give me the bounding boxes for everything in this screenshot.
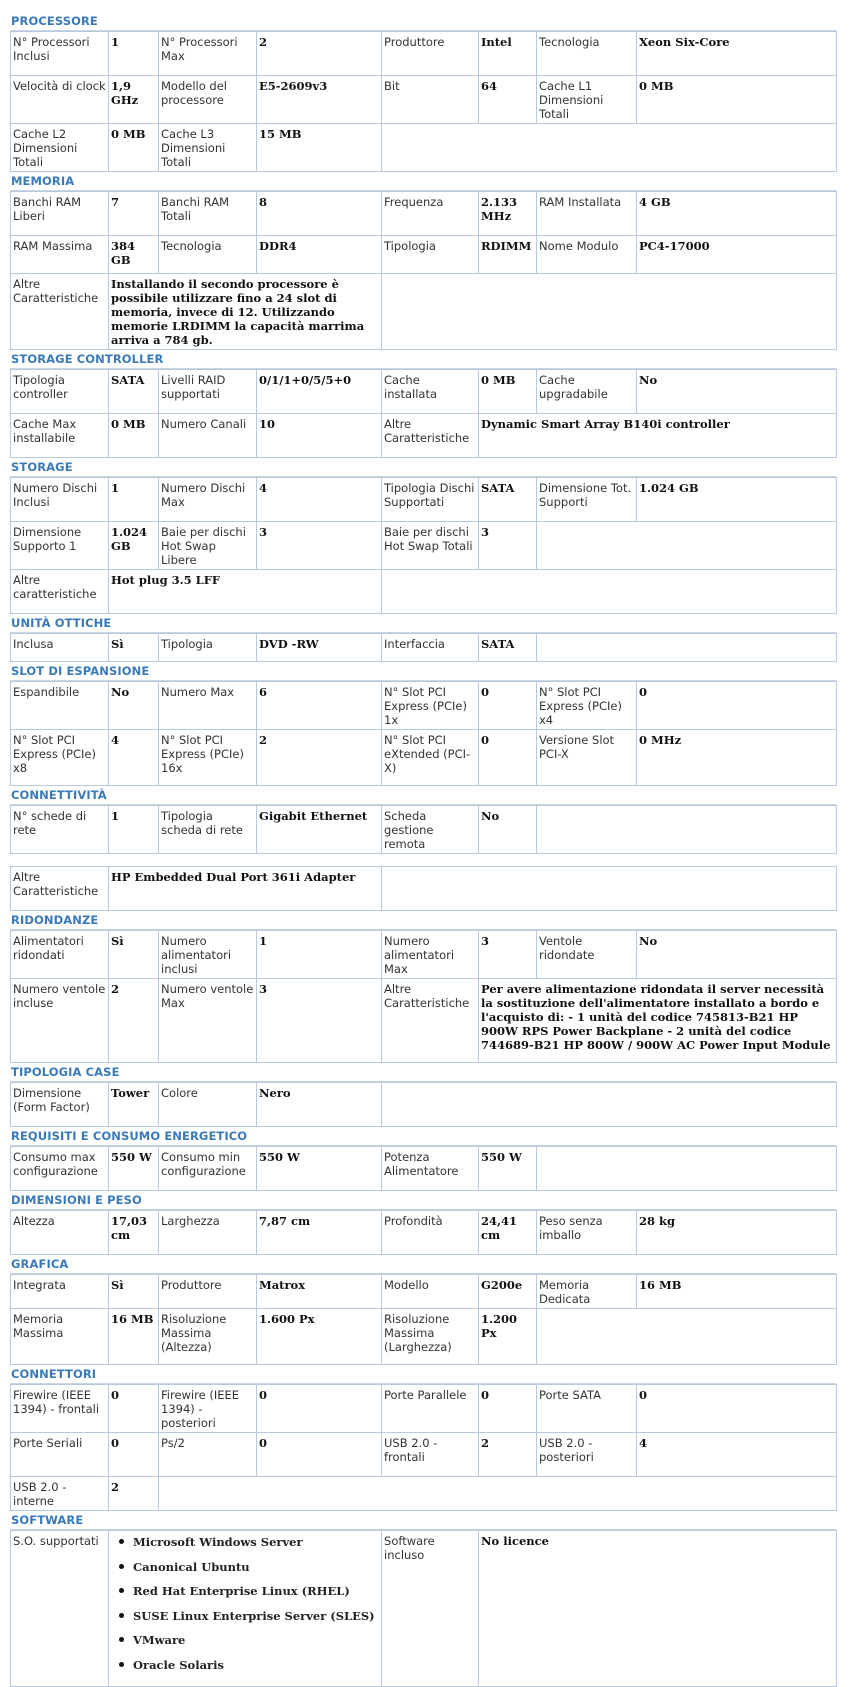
list-item: Microsoft Windows Server bbox=[133, 1534, 379, 1559]
spec-label: N° Slot PCI Express (PCIe) x4 bbox=[537, 682, 637, 730]
bullet-icon bbox=[119, 1662, 124, 1667]
spec-label: S.O. supportati bbox=[11, 1531, 109, 1687]
table-connettori bbox=[10, 1384, 837, 1511]
spec-label: RAM Installata bbox=[537, 192, 637, 236]
table-software bbox=[10, 1530, 837, 1687]
bullet-icon bbox=[119, 1637, 124, 1642]
spec-value: 10 bbox=[257, 414, 382, 458]
spec-label: Inclusa bbox=[11, 634, 109, 662]
spec-value: DDR4 bbox=[257, 236, 382, 274]
spec-label: Numero ventole Max bbox=[159, 979, 257, 1063]
spec-label: USB 2.0 - frontali bbox=[382, 1433, 479, 1477]
spec-value: 1 bbox=[109, 32, 159, 76]
spec-label: Cache Max installabile bbox=[11, 414, 109, 458]
spec-value: 24,41 cm bbox=[479, 1211, 537, 1255]
spec-label: Banchi RAM Totali bbox=[159, 192, 257, 236]
spec-value: SATA bbox=[479, 634, 537, 662]
table-row bbox=[11, 522, 837, 570]
table-row bbox=[11, 931, 837, 979]
spec-value: 1 bbox=[109, 806, 159, 854]
spec-label: N° Slot PCI Express (PCIe) 1x bbox=[382, 682, 479, 730]
table-row bbox=[11, 867, 837, 911]
spec-value: 2 bbox=[109, 979, 159, 1063]
empty-cell bbox=[382, 1083, 837, 1127]
spec-label: Tecnologia bbox=[159, 236, 257, 274]
spec-value: Sì bbox=[109, 634, 159, 662]
spec-value: 0 MB bbox=[637, 76, 837, 124]
spec-label: Consumo max configurazione bbox=[11, 1147, 109, 1191]
spec-label: Tecnologia bbox=[537, 32, 637, 76]
spec-value: 0 MB bbox=[109, 414, 159, 458]
list-item: Oracle Solaris bbox=[133, 1657, 379, 1682]
spec-label: Interfaccia bbox=[382, 634, 479, 662]
spec-label: Colore bbox=[159, 1083, 257, 1127]
section-title-software: SOFTWARE bbox=[10, 1511, 836, 1530]
spec-label: Dimensione Supporto 1 bbox=[11, 522, 109, 570]
section-title-storage: STORAGE bbox=[10, 458, 836, 477]
spec-value: 1.200 Px bbox=[479, 1309, 537, 1365]
spec-label: Numero Dischi Max bbox=[159, 478, 257, 522]
section-title-ridondanze: RIDONDANZE bbox=[10, 911, 836, 930]
spec-value: 0 MHz bbox=[637, 730, 837, 786]
spec-value: 3 bbox=[257, 522, 382, 570]
list-item: Red Hat Enterprise Linux (RHEL) bbox=[133, 1583, 379, 1608]
spec-value: No bbox=[637, 370, 837, 414]
empty-cell bbox=[382, 124, 837, 172]
spec-value: Tower bbox=[109, 1083, 159, 1127]
table-processore bbox=[10, 31, 837, 172]
spec-value: 0 bbox=[479, 682, 537, 730]
table-connettivita-altre bbox=[10, 866, 837, 911]
spec-value: 4 bbox=[109, 730, 159, 786]
spec-value: 3 bbox=[479, 522, 537, 570]
spec-label: Alimentatori ridondati bbox=[11, 931, 109, 979]
spec-value: Dynamic Smart Array B140i controller bbox=[479, 414, 837, 458]
spec-value: Hot plug 3.5 LFF bbox=[109, 570, 382, 614]
table-slot-espansione bbox=[10, 681, 837, 786]
table-row bbox=[11, 192, 837, 236]
table-row bbox=[11, 634, 837, 662]
spec-label: Tipologia bbox=[159, 634, 257, 662]
spec-label: Bit bbox=[382, 76, 479, 124]
spec-value: 0 bbox=[637, 1385, 837, 1433]
spec-value: Per avere alimentazione ridondata il server necessità la sostituzione dell'alimentatore installato a bordo e l'acquisto di: - 1 unità del codice 745813-B21 HP 900W RPS Power Backplane - 2 unità del codice 744689-B21 HP 800W / 900W AC Power Input Module bbox=[479, 979, 837, 1063]
empty-cell bbox=[537, 1309, 837, 1365]
spec-label: Livelli RAID supportati bbox=[159, 370, 257, 414]
spec-value: 0 bbox=[479, 730, 537, 786]
table-memoria bbox=[10, 191, 837, 350]
table-storage bbox=[10, 477, 837, 614]
spec-value: 2.133 MHz bbox=[479, 192, 537, 236]
spec-label: Modello del processore bbox=[159, 76, 257, 124]
spec-label: Versione Slot PCI-X bbox=[537, 730, 637, 786]
os-list bbox=[111, 1534, 379, 1681]
spec-label: N° Processori Inclusi bbox=[11, 32, 109, 76]
spec-value: DVD -RW bbox=[257, 634, 382, 662]
spec-label: Peso senza imballo bbox=[537, 1211, 637, 1255]
section-title-storage-controller: STORAGE CONTROLLER bbox=[10, 350, 836, 369]
spec-value: 0 bbox=[109, 1433, 159, 1477]
table-row bbox=[11, 370, 837, 414]
table-row bbox=[11, 32, 837, 76]
table-row bbox=[11, 1083, 837, 1127]
spec-value: 1.600 Px bbox=[257, 1309, 382, 1365]
spec-label: Tipologia controller bbox=[11, 370, 109, 414]
spec-value: 15 MB bbox=[257, 124, 382, 172]
bullet-icon bbox=[119, 1588, 124, 1593]
spec-label: Altezza bbox=[11, 1211, 109, 1255]
spec-label: USB 2.0 - posteriori bbox=[537, 1433, 637, 1477]
spec-label: N° schede di rete bbox=[11, 806, 109, 854]
section-title-processore: PROCESSORE bbox=[10, 12, 836, 31]
spec-value: 0 MB bbox=[109, 124, 159, 172]
spec-value: Installando il secondo processore è possibile utilizzare fino a 24 slot di memoria, invece di 12. Utilizzando memorie LRDIMM la capacità marrima arriva a 784 gb. bbox=[109, 274, 382, 350]
spec-label: Altre Caratteristiche bbox=[382, 979, 479, 1063]
spec-label: Memoria Dedicata bbox=[537, 1275, 637, 1309]
spec-value: 0 bbox=[109, 1385, 159, 1433]
spec-label: Larghezza bbox=[159, 1211, 257, 1255]
spec-label: Consumo min configurazione bbox=[159, 1147, 257, 1191]
table-unita-ottiche bbox=[10, 633, 837, 662]
spec-value: PC4-17000 bbox=[637, 236, 837, 274]
spec-value: No bbox=[637, 931, 837, 979]
spec-value: SATA bbox=[109, 370, 159, 414]
spec-label: Firewire (IEEE 1394) - posteriori bbox=[159, 1385, 257, 1433]
table-row bbox=[11, 1531, 837, 1687]
spec-label: Banchi RAM Liberi bbox=[11, 192, 109, 236]
spec-label: Numero alimentatori inclusi bbox=[159, 931, 257, 979]
spec-label: Dimensione Tot. Supporti bbox=[537, 478, 637, 522]
spec-label: Cache L1 Dimensioni Totali bbox=[537, 76, 637, 124]
spec-label: Tipologia bbox=[382, 236, 479, 274]
spec-label: Altre caratteristiche bbox=[11, 570, 109, 614]
spec-value: 64 bbox=[479, 76, 537, 124]
table-row bbox=[11, 806, 837, 854]
spec-label: Altre Caratteristiche bbox=[382, 414, 479, 458]
empty-cell bbox=[537, 1147, 837, 1191]
spec-value: 2 bbox=[109, 1477, 159, 1511]
spec-label: Potenza Alimentatore bbox=[382, 1147, 479, 1191]
spec-label: USB 2.0 - interne bbox=[11, 1477, 109, 1511]
spec-value: 4 GB bbox=[637, 192, 837, 236]
table-row bbox=[11, 1211, 837, 1255]
spec-value: Gigabit Ethernet bbox=[257, 806, 382, 854]
section-title-connettivita: CONNETTIVITÀ bbox=[10, 786, 836, 805]
spec-value: Nero bbox=[257, 1083, 382, 1127]
spec-value: Sì bbox=[109, 1275, 159, 1309]
spec-value: 0 bbox=[637, 682, 837, 730]
table-requisiti bbox=[10, 1146, 837, 1191]
table-row bbox=[11, 236, 837, 274]
section-title-tipologia-case: TIPOLOGIA CASE bbox=[10, 1063, 836, 1082]
spec-value: 550 W bbox=[479, 1147, 537, 1191]
table-dimensioni bbox=[10, 1210, 837, 1255]
spec-label: Cache L2 Dimensioni Totali bbox=[11, 124, 109, 172]
spec-label: Modello bbox=[382, 1275, 479, 1309]
spec-value: 17,03 cm bbox=[109, 1211, 159, 1255]
table-grafica bbox=[10, 1274, 837, 1365]
table-row bbox=[11, 274, 837, 350]
spec-value: 2 bbox=[257, 32, 382, 76]
spec-value: RDIMM bbox=[479, 236, 537, 274]
empty-cell bbox=[537, 522, 837, 570]
spec-value: 0 MB bbox=[479, 370, 537, 414]
empty-cell bbox=[382, 274, 837, 350]
spec-value: 1,9 GHz bbox=[109, 76, 159, 124]
table-row bbox=[11, 76, 837, 124]
table-row bbox=[11, 1275, 837, 1309]
spec-label: Numero Max bbox=[159, 682, 257, 730]
spec-value: No bbox=[479, 806, 537, 854]
table-row bbox=[11, 979, 837, 1063]
spec-label: Altre Caratteristiche bbox=[11, 867, 109, 911]
spec-value: 16 MB bbox=[637, 1275, 837, 1309]
spec-value: E5-2609v3 bbox=[257, 76, 382, 124]
spec-label: Integrata bbox=[11, 1275, 109, 1309]
bullet-icon bbox=[119, 1539, 124, 1544]
spec-label: Risoluzione Massima (Altezza) bbox=[159, 1309, 257, 1365]
spec-value: 550 W bbox=[257, 1147, 382, 1191]
spec-label: Tipologia scheda di rete bbox=[159, 806, 257, 854]
spec-label: Numero Dischi Inclusi bbox=[11, 478, 109, 522]
section-title-grafica: GRAFICA bbox=[10, 1255, 836, 1274]
section-title-requisiti: REQUISITI E CONSUMO ENERGETICO bbox=[10, 1127, 836, 1146]
spec-label: Cache installata bbox=[382, 370, 479, 414]
spec-value: 1.024 GB bbox=[109, 522, 159, 570]
spec-sheet bbox=[10, 12, 836, 1687]
section-title-unita-ottiche: UNITÀ OTTICHE bbox=[10, 614, 836, 633]
table-row bbox=[11, 414, 837, 458]
spec-value: Matrox bbox=[257, 1275, 382, 1309]
spec-value: 2 bbox=[257, 730, 382, 786]
spec-label: Produttore bbox=[382, 32, 479, 76]
spec-value: 4 bbox=[637, 1433, 837, 1477]
spec-label: Numero alimentatori Max bbox=[382, 931, 479, 979]
spec-value: 28 kg bbox=[637, 1211, 837, 1255]
spec-value: 2 bbox=[479, 1433, 537, 1477]
spec-value: SATA bbox=[479, 478, 537, 522]
spec-label: Cache upgradabile bbox=[537, 370, 637, 414]
empty-cell bbox=[382, 570, 837, 614]
spec-value: 1.024 GB bbox=[637, 478, 837, 522]
spec-label: Nome Modulo bbox=[537, 236, 637, 274]
empty-cell bbox=[537, 634, 837, 662]
spec-value: HP Embedded Dual Port 361i Adapter bbox=[109, 867, 382, 911]
spec-label: Numero Canali bbox=[159, 414, 257, 458]
spec-value: 384 GB bbox=[109, 236, 159, 274]
list-item: SUSE Linux Enterprise Server (SLES) bbox=[133, 1608, 379, 1633]
spec-label: Baie per dischi Hot Swap Totali bbox=[382, 522, 479, 570]
spec-label: Porte Seriali bbox=[11, 1433, 109, 1477]
spec-value: No licence bbox=[479, 1531, 837, 1687]
spec-value: Intel bbox=[479, 32, 537, 76]
spec-value: 0/1/1+0/5/5+0 bbox=[257, 370, 382, 414]
table-row bbox=[11, 478, 837, 522]
spec-value: 0 bbox=[257, 1385, 382, 1433]
spec-value: 7,87 cm bbox=[257, 1211, 382, 1255]
table-row bbox=[11, 730, 837, 786]
list-item: VMware bbox=[133, 1632, 379, 1657]
spec-value: 16 MB bbox=[109, 1309, 159, 1365]
table-row bbox=[11, 124, 837, 172]
table-ridondanze bbox=[10, 930, 837, 1063]
bullet-icon bbox=[119, 1564, 124, 1569]
spec-value: 0 bbox=[479, 1385, 537, 1433]
empty-cell bbox=[382, 867, 837, 911]
table-row bbox=[11, 1477, 837, 1511]
spec-label: Porte Parallele bbox=[382, 1385, 479, 1433]
spec-label: Baie per dischi Hot Swap Libere bbox=[159, 522, 257, 570]
spec-value: 7 bbox=[109, 192, 159, 236]
spec-label: Risoluzione Massima (Larghezza) bbox=[382, 1309, 479, 1365]
table-row bbox=[11, 1309, 837, 1365]
spec-label: Ventole ridondate bbox=[537, 931, 637, 979]
table-row bbox=[11, 1433, 837, 1477]
spec-value: 3 bbox=[257, 979, 382, 1063]
spec-value: 6 bbox=[257, 682, 382, 730]
os-list-cell bbox=[109, 1531, 382, 1687]
spec-value: 4 bbox=[257, 478, 382, 522]
spec-label: Profondità bbox=[382, 1211, 479, 1255]
spec-label: N° Slot PCI eXtended (PCI-X) bbox=[382, 730, 479, 786]
empty-cell bbox=[537, 806, 837, 854]
table-storage-controller bbox=[10, 369, 837, 458]
spec-label: Firewire (IEEE 1394) - frontali bbox=[11, 1385, 109, 1433]
list-item: Canonical Ubuntu bbox=[133, 1559, 379, 1584]
spec-value: 550 W bbox=[109, 1147, 159, 1191]
spec-label: N° Processori Max bbox=[159, 32, 257, 76]
spec-label: Numero ventole incluse bbox=[11, 979, 109, 1063]
table-row bbox=[11, 682, 837, 730]
table-tipologia-case bbox=[10, 1082, 837, 1127]
spec-label: Ps/2 bbox=[159, 1433, 257, 1477]
spec-label: RAM Massima bbox=[11, 236, 109, 274]
spec-value: No bbox=[109, 682, 159, 730]
spec-label: Porte SATA bbox=[537, 1385, 637, 1433]
spec-label: Software incluso bbox=[382, 1531, 479, 1687]
spec-label: N° Slot PCI Express (PCIe) x8 bbox=[11, 730, 109, 786]
spec-value: 1 bbox=[257, 931, 382, 979]
spec-label: N° Slot PCI Express (PCIe) 16x bbox=[159, 730, 257, 786]
spec-label: Velocità di clock bbox=[11, 76, 109, 124]
spec-label: Produttore bbox=[159, 1275, 257, 1309]
section-title-memoria: MEMORIA bbox=[10, 172, 836, 191]
spec-label: Scheda gestione remota bbox=[382, 806, 479, 854]
table-row bbox=[11, 1147, 837, 1191]
empty-cell bbox=[159, 1477, 837, 1511]
spec-label: Espandibile bbox=[11, 682, 109, 730]
table-row bbox=[11, 570, 837, 614]
spec-label: Altre Caratteristiche bbox=[11, 274, 109, 350]
spec-value: Sì bbox=[109, 931, 159, 979]
spec-value: 3 bbox=[479, 931, 537, 979]
spec-label: Frequenza bbox=[382, 192, 479, 236]
bullet-icon bbox=[119, 1613, 124, 1618]
section-title-dimensioni: DIMENSIONI E PESO bbox=[10, 1191, 836, 1210]
spec-label: Memoria Massima bbox=[11, 1309, 109, 1365]
spec-label: Tipologia Dischi Supportati bbox=[382, 478, 479, 522]
table-connettivita bbox=[10, 805, 837, 854]
spec-value: 1 bbox=[109, 478, 159, 522]
spec-value: 0 bbox=[257, 1433, 382, 1477]
spec-value: G200e bbox=[479, 1275, 537, 1309]
spec-label: Cache L3 Dimensioni Totali bbox=[159, 124, 257, 172]
section-title-connettori: CONNETTORI bbox=[10, 1365, 836, 1384]
table-row bbox=[11, 1385, 837, 1433]
section-title-slot-espansione: SLOT DI ESPANSIONE bbox=[10, 662, 836, 681]
spec-value: 8 bbox=[257, 192, 382, 236]
spec-value: Xeon Six-Core bbox=[637, 32, 837, 76]
spec-label: Dimensione (Form Factor) bbox=[11, 1083, 109, 1127]
